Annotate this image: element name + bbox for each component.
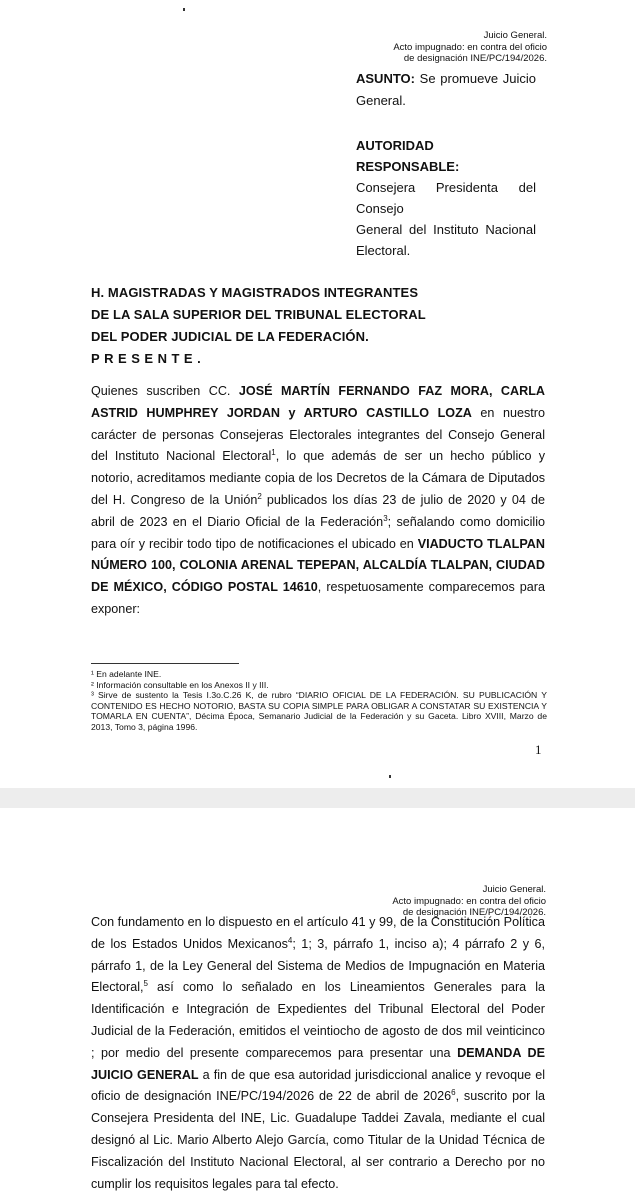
p2-text-4: a fin de que esa autoridad jurisdiccional analice y revoque el oficio de designación INE/PC/194/2026 de 22 de abril de 2026 [91,1067,546,1104]
asunto-block [356,68,536,112]
header-line-3: de designación INE/PC/194/2026. [403,53,547,64]
addressee-presente: PRESENTE. [91,351,206,366]
asunto-text-b: General. [356,93,406,108]
autoridad-line-1: Consejera Presidenta del Consejo [356,180,536,216]
header-line-2: Acto impugnado: en contra del oficio [392,895,546,907]
scan-speck [389,775,391,778]
footnote-ref-6[interactable]: 6 [451,1088,456,1098]
footnote-ref-3[interactable]: 3 [383,513,388,523]
addressee-block [91,282,426,370]
footnote-ref-5[interactable]: 5 [143,979,148,989]
header-line-1: Juicio General. [482,884,546,895]
footnote-1: ¹ En adelante INE. [91,669,162,679]
p1-text-6: , respetuosamente comparecemos para exponer: [91,580,545,616]
footnote-separator [91,663,239,664]
p1-text-1: Quienes suscriben CC. [91,384,239,398]
autoridad-line-2: General del Instituto Nacional [356,222,536,237]
autoridad-label: AUTORIDAD RESPONSABLE: [356,138,460,174]
autoridad-line-3: Electoral. [356,243,411,258]
p1-text-4: publicados los días 23 de julio de 2020 y 04 de abril de 2023 en el Diario Oficial de la Federación [91,492,545,529]
footnote-ref-4[interactable]: 4 [287,935,293,945]
page-separator [0,788,635,808]
p2-text-2: ; 1; 3, párrafo 1, inciso a); 4 párrafo 2 y 6, párrafo 1, de la Ley General del Sistema de Medios de Impugnación en Materia Electoral, [91,936,545,995]
page-header [393,30,547,65]
asunto-text-a: Se promueve Juicio [419,71,536,86]
autoridad-block [356,135,536,261]
scan-speck [183,8,185,11]
addressee-line-1: H. MAGISTRADAS Y MAGISTRADOS INTEGRANTES [91,285,419,300]
header-line-3: de designación INE/PC/194/2026. [402,907,546,918]
footnotes [91,669,547,733]
p1-names: JOSÉ MARTÍN FERNANDO FAZ MORA, CARLA ASTRID HUMPHREY JORDAN y ARTURO CASTILLO LOZA [91,384,545,420]
footnote-ref-2[interactable]: 2 [257,491,262,501]
p1-address: VIADUCTO TLALPAN NÚMERO 100, COLONIA ARENAL TEPEPAN, ALCALDÍA TLALPAN, CIUDAD DE MÉXICO, CÓDIGO POSTAL 14610 [91,536,545,595]
p2-bold: DEMANDA DE JUICIO GENERAL [91,1045,545,1082]
p2-text-5: , suscrito por la Consejera Presidenta del INE, Lic. Guadalupe Taddei Zavala, mediante el cual designó al Lic. Mario Alberto Alejo García, como Titular de la Unidad Técnica de Fiscalización del Instituto Nacional Electoral, al ser contrario a Derecho por no cumplir los requisitos legales para tal efecto. [91,1089,545,1191]
addressee-line-3: DEL PODER JUDICIAL DE LA FEDERACIÓN. [91,329,369,344]
p2-text-3: así como lo señalado en los Lineamientos Generales para la Identificación e Integración de Expedientes del Tribunal Electoral del Poder Judicial de la Federación, emitidos el veintiocho de agosto de dos mil veinticinco ; por medio del presente comparecemos para presentar una [91,980,545,1060]
opening-paragraph [91,381,545,621]
addressee-line-2: DE LA SALA SUPERIOR DEL TRIBUNAL ELECTORAL [91,307,426,322]
p1-text-2: en nuestro carácter de personas Consejeras Electorales integrantes del Consejo General del Instituto Nacional Electoral [91,405,545,464]
p2-text-1: Con fundamento en lo dispuesto en el artículo 41 y 99, de la Constitución Política de los Estados Unidos Mexicanos [91,915,545,951]
footnote-ref-1[interactable]: 1 [271,448,276,458]
p1-text-3: , lo que además de ser un hecho público y notorio, acreditamos mediante copia de los Decretos de la Cámara de Diputados del H. Congreso de la Unión [91,449,545,507]
header-line-2: Acto impugnado: en contra del oficio [393,41,547,53]
legal-basis-paragraph [91,912,545,1195]
footnote-3: ³ Sirve de sustento la Tesis I.3o.C.26 K, de rubro “DIARIO OFICIAL DE LA FEDERACIÓN. SU PUBLICACIÓN Y CONTENIDO ES HECHO NOTORIO, BASTA SU COPIA SIMPLE PARA OBLIGAR A CONSTATAR SU EXISTENCIA Y TOMARLA EN CUENTA”, Décima Época, Semanario Judicial de la Federación y su Gaceta. Libro XVIII, Marzo de 2013, Tomo 3, página 1996. [91,690,547,732]
header-line-1: Juicio General. [483,30,547,41]
asunto-label: ASUNTO: [356,71,415,86]
page-number: 1 [535,742,542,757]
footnote-2: ² Información consultable en los Anexos II y III. [91,679,269,690]
p1-text-5: ; señalando como domicilio para oír y recibir todo tipo de notificaciones el ubicado en [91,514,545,551]
